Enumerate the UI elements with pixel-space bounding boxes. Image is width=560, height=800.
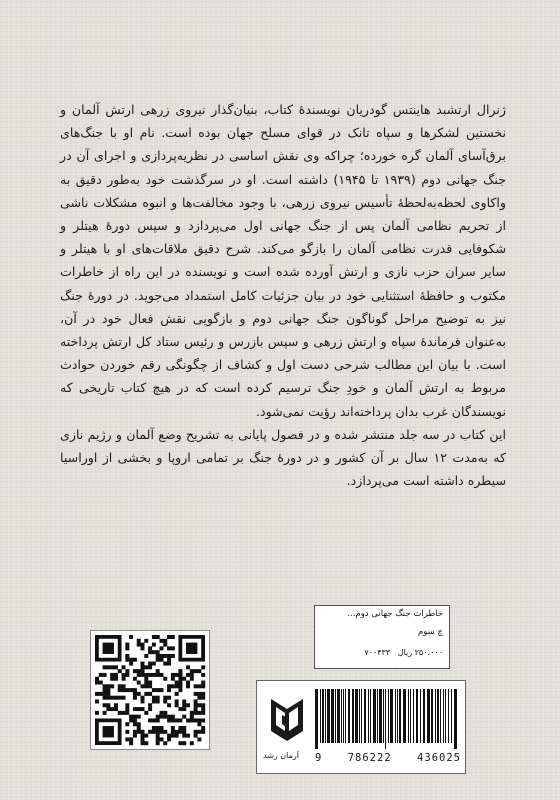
qr-code-icon	[91, 631, 209, 749]
blurb-paragraph-2: این کتاب در سه جلد منتشر شده و در فصول پایانی به تشریح وضع آلمان و رژیم نازی که به‌مدت ۱۲ سال بر آن کشور و در دورهٔ جنگ بر تمامی اروپا و بخشی از اوراسیا سیطره داشته است می‌پردازد.	[60, 426, 506, 489]
barcode-panel	[256, 680, 466, 774]
isbn-digits	[315, 752, 461, 764]
sticker-title: خاطرات جنگ جهانی دوم...	[347, 609, 443, 619]
qr-code	[90, 630, 210, 750]
back-cover-blurb	[60, 98, 506, 492]
blurb-paragraph-1: ژنرال ارتشبد هاینتس گودریان نویسندهٔ کتاب، بنیان‌گذار نیروی زرهی ارتش آلمان و نخستین لشکرها و سپاه تانک در قوای مسلح جهان بوده است. نام او با جنگ‌های برق‌آسای آلمان گره خورده؛ چراکه وی نقش اساسی در نظریه‌پردازی و اجرای آن در جنگ جهانی دوم (۱۹۳۹ تا ۱۹۴۵) داشته است. او در سرگذشت خود به‌طور دقیق به واکاوی لحظه‌به‌لحظهٔ تأسیس نیروی زرهی، با وجود مخالفت‌ها و انبوه مشکلات ناشی از تحریم نظامی آلمان پس از جنگ جهانی اول می‌پردازد و سپس دورهٔ هیتلر و شکوفایی قدرت نظامی آلمان را بازگو می‌کند. شرح دقیق ملاقات‌های او با هیتلر و سایر سران حزب نازی و ارتش آورده شده است و نویسنده در این راه از خاطرات مکتوب و حافظهٔ استثنایی خود در بیان جزئیات کامل استمداد می‌جوید. در دورهٔ جنگ نیز به توضیح مراحل گوناگون جنگ جهانی دوم و بازگویی نقش فعال خود در آن، به‌عنوان فرماندهٔ سپاه و ارتش زرهی و سپس بازرس و رئیس ستاد کل ارتش پرداخته است. با بیان این مطالب شرحی دست اول و کشاف از چگونگی رقم خوردن حوادث مربوط به ارتش آلمان و خودِ جنگ ترسیم کرده است که در هیچ کتاب تاریخی که نویسندگان غرب بدان پرداخته‌اند رؤیت نمی‌شود.	[60, 102, 507, 419]
sticker-edition: چ سوم	[418, 627, 443, 637]
isbn-digit-lead: 9	[315, 752, 323, 764]
isbn-barcode	[313, 689, 459, 749]
isbn-digit-group-1: 786222	[347, 752, 392, 764]
isbn-digit-group-2: 436025	[417, 752, 461, 764]
sticker-code: ۷۰۰۴۳۳	[364, 648, 391, 657]
publisher-name: آرمان رشد	[263, 751, 299, 760]
sticker-price-line	[364, 648, 443, 657]
price-sticker	[314, 605, 450, 669]
publisher-logo-icon	[265, 691, 309, 745]
sticker-price: ۲۵۰،۰۰۰ ریال	[397, 648, 443, 657]
